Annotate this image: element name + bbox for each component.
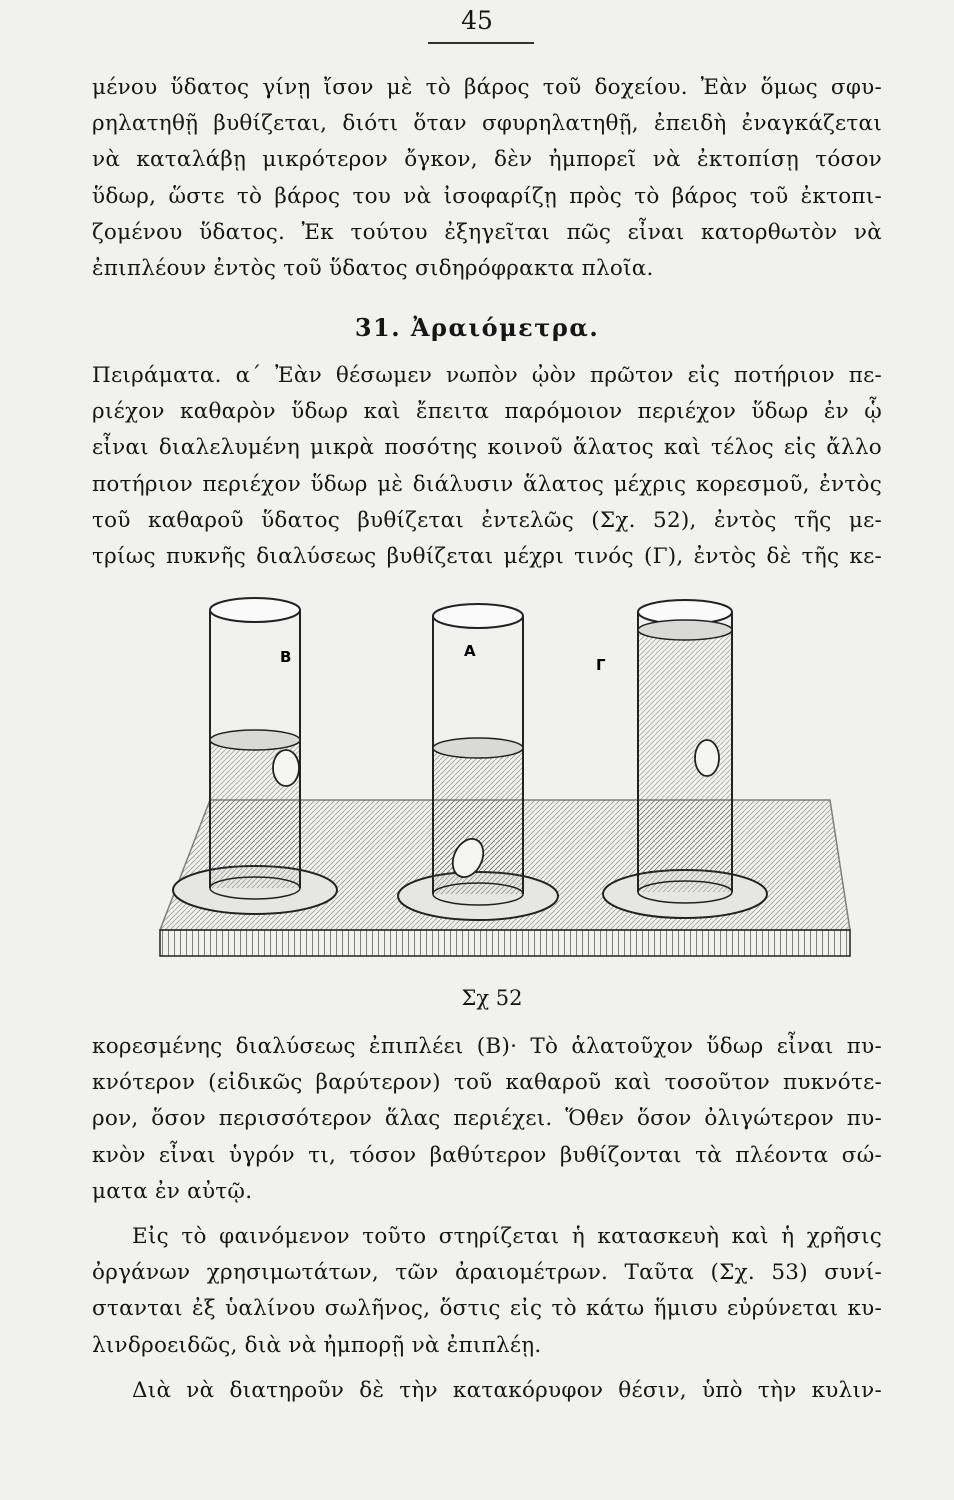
text-line: Εἰς τὸ φαινόμενον τοῦτο στηρίζεται ἡ κατασκευὴ καὶ ἡ χρῆσις	[132, 1224, 882, 1249]
paragraph-hydrometers	[92, 1219, 882, 1364]
figure-52	[150, 590, 860, 970]
text-line: ρηλατηθῇ βυθίζεται, διότι ὅταν σφυρηλατηθῇ, ἐπειδὴ ἐναγκάζεται	[92, 111, 882, 137]
text-line: κορεσμένης διαλύσεως ἐπιπλέει (Β)· Τὸ ἁλατοῦχον ὕδωρ εἶναι πυ-	[92, 1034, 882, 1059]
section-heading: 31. Ἀραιόμετρα.	[354, 313, 600, 342]
text-line: ὀργάνων χρησιμωτάτων, τῶν ἀραιομέτρων. Ταῦτα (Σχ. 53) συνί-	[92, 1260, 882, 1286]
text-line: στανται ἐξ ὑαλίνου σωλῆνος, ὅστις εἰς τὸ κάτω ἥμισυ εὐρύνεται κυ-	[92, 1296, 882, 1322]
text-line: ματα ἐν αὐτῷ.	[92, 1178, 253, 1204]
page-number: 45	[461, 6, 493, 35]
text-line: ἐπιπλέουν ἐντὸς τοῦ ὕδατος σιδηρόφρακτα πλοῖα.	[92, 255, 654, 281]
text-line: λινδροειδῶς, διὰ νὰ ἠμπορῇ νὰ ἐπιπλέῃ.	[92, 1332, 542, 1358]
text-line: εἶναι διαλελυμένη μικρὰ ποσότης κοινοῦ ἅλατος καὶ τέλος εἰς ἄλλο	[92, 435, 882, 461]
text-line: Διὰ νὰ διατηροῦν δὲ τὴν κατακόρυφον θέσιν, ὑπὸ τὴν κυλιν-	[132, 1378, 882, 1403]
paragraph-saturated	[92, 1029, 882, 1210]
text-line: κνὸν εἶναι ὑγρόν τι, τόσον βαθύτερον βυθίζονται τὰ πλέοντα σώ-	[92, 1142, 882, 1168]
text-line: τρίως πυκνῆς διαλύσεως βυθίζεται μέχρι τινός (Γ), ἐντὸς δὲ τῆς κε-	[92, 543, 882, 569]
label-g: Γ	[596, 656, 606, 674]
text-line: ρον, ὅσον περισσότερον ἅλας περιέχει. Ὅθεν ὅσον ὀλιγώτερον πυ-	[92, 1106, 882, 1132]
paragraph-experiments	[92, 358, 882, 575]
paragraph-vertical-position	[92, 1373, 882, 1409]
text-line: Πειράματα. α΄ Ἐὰν θέσωμεν νωπὸν ᾠὸν πρῶτον εἰς ποτήριον πε-	[92, 363, 882, 388]
text-line: ὕδωρ, ὥστε τὸ βάρος του νὰ ἰσοφαρίζῃ πρὸς τὸ βάρος τοῦ ἐκτοπι-	[92, 183, 882, 209]
text-line: κνότερον (εἰδικῶς βαρύτερον) τοῦ καθαροῦ καὶ τοσοῦτον πυκνότε-	[92, 1070, 882, 1096]
text-line: ποτήριον περιέχον ὕδωρ μὲ διάλυσιν ἅλατος μέχρις κορεσμοῦ, ἐντὸς	[92, 471, 882, 497]
text-line: μένου ὕδατος γίνῃ ἴσον μὲ τὸ βάρος τοῦ δοχείου. Ἐὰν ὅμως σφυ-	[92, 75, 882, 100]
figure-caption: Σχ 52	[461, 986, 523, 1010]
text-line: ριέχον καθαρὸν ὕδωρ καὶ ἔπειτα παρόμοιον περιέχον ὕδωρ ἐν ᾧ	[92, 399, 882, 425]
text-line: νὰ καταλάβῃ μικρότερον ὄγκον, δὲν ἠμπορεῖ νὰ ἐκτοπίσῃ τόσον	[92, 147, 882, 173]
text-line: ζομένου ὕδατος. Ἐκ τούτου ἐξηγεῖται πῶς εἶναι κατορθωτὸν νὰ	[92, 219, 882, 245]
label-a: Α	[464, 642, 476, 660]
paragraph-floating-continuation	[92, 70, 882, 287]
text-line: τοῦ καθαροῦ ὕδατος βυθίζεται ἐντελῶς (Σχ. 52), ἐντὸς τῆς με-	[92, 507, 882, 533]
header-rule	[428, 42, 534, 44]
label-b: Β	[280, 648, 292, 666]
